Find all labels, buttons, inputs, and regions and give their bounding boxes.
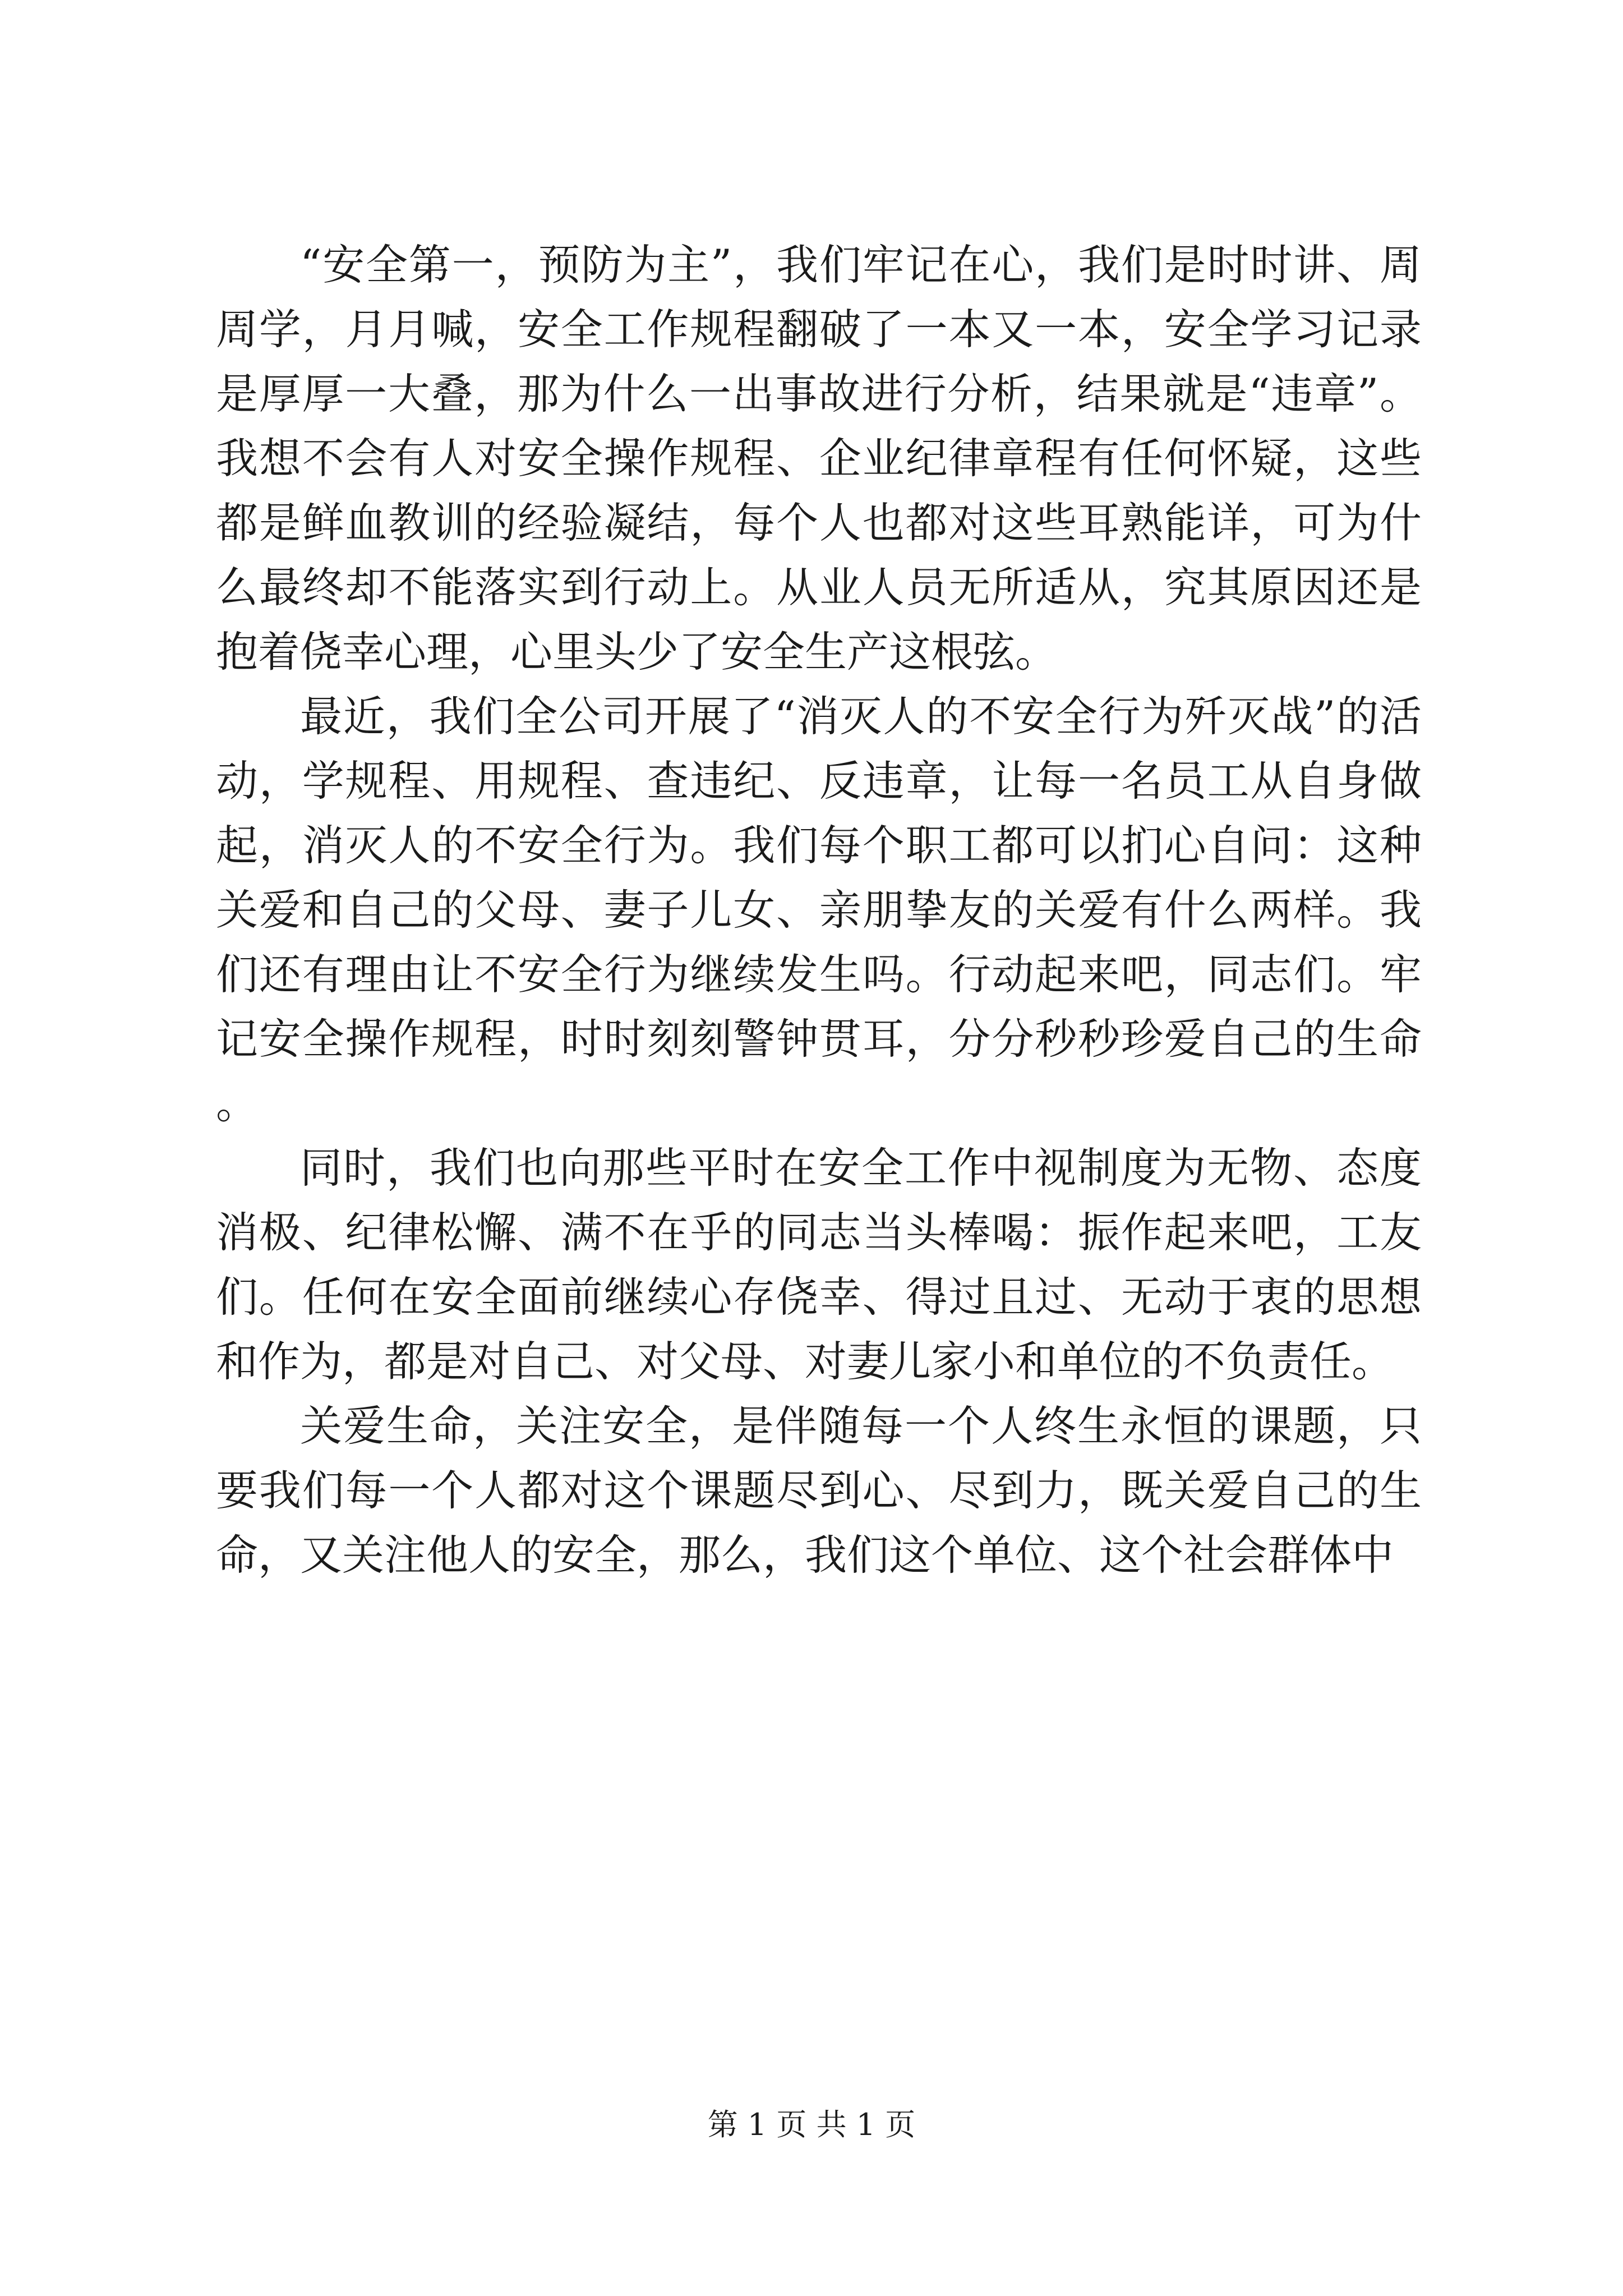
paragraph-2: 最近，我们全公司开展了“消灭人的不安全行为歼灭战”的活动，学规程、用规程、查违纪、反违章，让每一名员工从自身做起，消灭人的不安全行为。我们每个职工都可以扪心自问：这种关爱和自己的父母、妻子儿女、亲朋挚友的关爱有什么两样。我们还有理由让不安全行为继续发生吗。行动起来吧，同志们。牢记安全操作规程，时时刻刻警钟贯耳，分分秒秒珍爱自己的生命。 [216,692,1422,1128]
paragraph-3: 同时，我们也向那些平时在安全工作中视制度为无物、态度消极、纪律松懈、满不在乎的同志当头棒喝：振作起来吧，工友们。任何在安全面前继续心存侥幸、得过且过、无动于衷的思想和作为，都是对自己、对父母、对妻儿家小和单位的不负责任。 [216,1143,1422,1386]
paragraph-4: 关爱生命，关注安全，是伴随每一个人终生永恒的课题，只要我们每一个人都对这个课题尽到心、尽到力，既关爱自己的生命，又关注他人的安全，那么，我们这个单位、这个社会群体中 [216,1401,1422,1580]
page-footer: 第 1 页 共 1 页 [707,2107,916,2142]
document-body [216,233,1422,1588]
paragraph-1: “安全第一，预防为主”，我们牢记在心，我们是时时讲、周周学，月月喊，安全工作规程翻破了一本又一本，安全学习记录是厚厚一大叠，那为什么一出事故进行分析，结果就是“违章”。我想不会有人对安全操作规程、企业纪律章程有任何怀疑，这些都是鲜血教训的经验凝结，每个人也都对这些耳熟能详，可为什么最终却不能落实到行动上。从业人员无所适从，究其原因还是抱着侥幸心理，心里头少了安全生产这根弦。 [216,240,1422,677]
